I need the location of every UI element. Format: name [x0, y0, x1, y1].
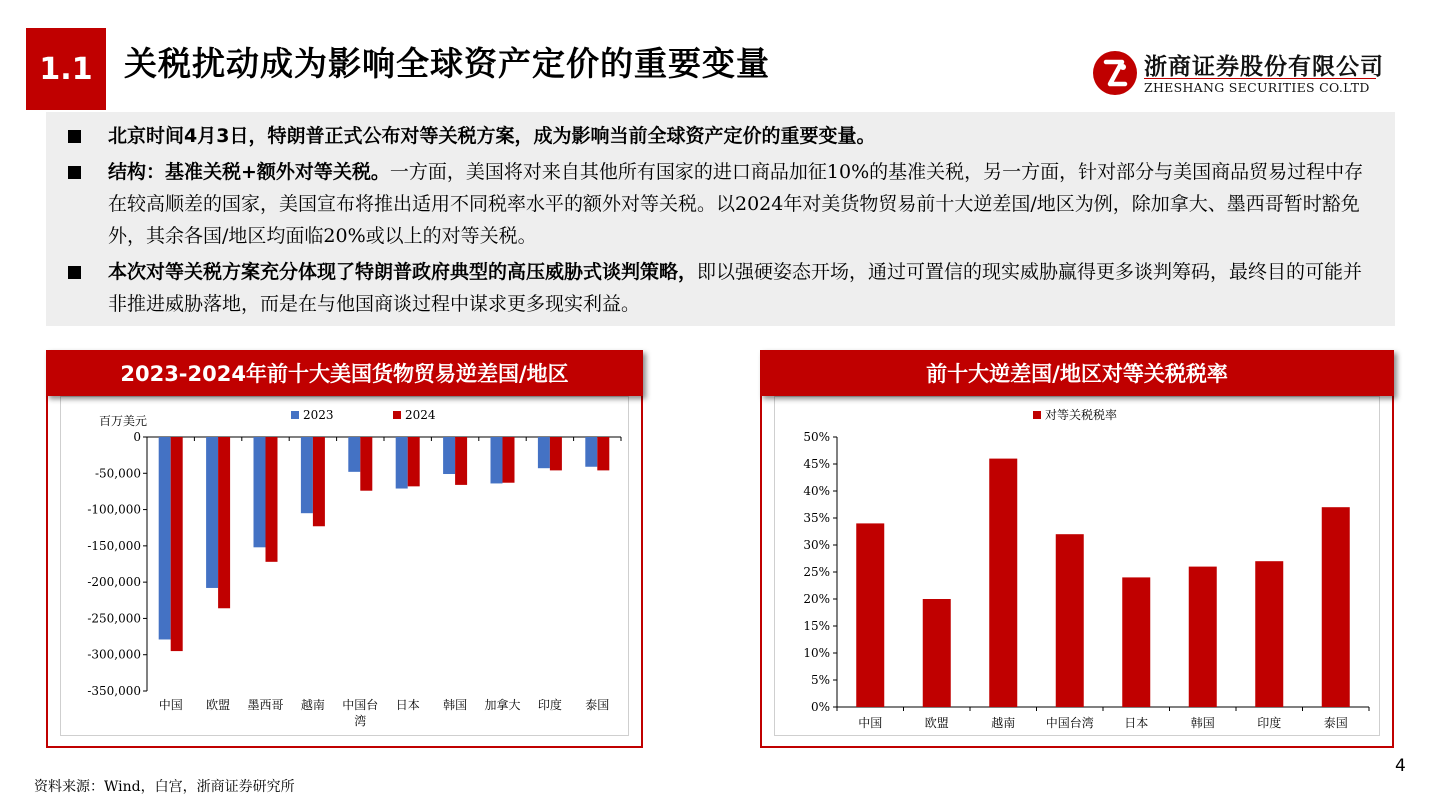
y-tick-label: 40%: [803, 484, 830, 498]
legend-swatch: [1033, 411, 1041, 419]
logo-company-name-en: ZHESHANG SECURITIES CO.LTD: [1144, 80, 1370, 95]
logo-divider: [1144, 78, 1376, 79]
page-title: 关税扰动成为影响全球资产定价的重要变量: [124, 44, 770, 83]
logo-company-name-cn: 浙商证券股份有限公司: [1144, 54, 1384, 80]
bar-tariff-rate: [1056, 534, 1084, 707]
bullet-item: [64, 256, 1377, 320]
bar-2024: [550, 437, 562, 470]
bar-2024: [597, 437, 609, 470]
bar-2023: [491, 437, 503, 483]
source-footnote: 资料来源：Wind，白宫，浙商证券研究所: [34, 779, 295, 795]
y-tick-label: 0%: [810, 700, 830, 714]
trade-deficit-chart: [61, 397, 628, 735]
tariff-rate-chart-panel: [760, 350, 1394, 748]
bullet-item: [64, 120, 1377, 152]
x-tick-label: 越南: [991, 716, 1016, 730]
bar-2024: [171, 437, 183, 651]
y-tick-label: 35%: [803, 511, 830, 525]
bar-2023: [301, 437, 313, 513]
legend-label: 对等关税税率: [1045, 408, 1118, 422]
x-tick-label: 印度: [1257, 716, 1282, 730]
x-tick-label: 湾: [354, 714, 367, 728]
y-tick-label: -150,000: [87, 538, 141, 553]
bullet-square-icon: [68, 130, 81, 143]
y-tick-label: 15%: [803, 619, 830, 633]
bar-tariff-rate: [1255, 561, 1283, 707]
bullet-square-icon: [68, 166, 81, 179]
y-tick-label: -200,000: [87, 575, 141, 590]
x-tick-label: 韩国: [443, 698, 468, 712]
x-tick-label: 加拿大: [484, 698, 521, 712]
x-tick-label: 中国: [858, 716, 883, 730]
x-tick-label: 越南: [300, 698, 325, 712]
bar-2023: [538, 437, 550, 468]
section-number: 1.1: [39, 51, 93, 87]
x-tick-label: 日本: [395, 698, 420, 712]
x-tick-label: 泰国: [1323, 716, 1348, 730]
bar-2023: [443, 437, 455, 474]
bar-2023: [206, 437, 218, 588]
y-tick-label: -300,000: [87, 647, 141, 662]
bar-2023: [585, 437, 597, 467]
y-tick-label: -100,000: [87, 502, 141, 517]
bar-2024: [503, 437, 515, 483]
bar-2023: [254, 437, 266, 547]
y-tick-label: -50,000: [94, 466, 141, 481]
page-number: 4: [1395, 756, 1406, 776]
y-tick-label: 10%: [803, 646, 830, 660]
bar-2024: [313, 437, 325, 526]
summary-bullets: [46, 112, 1395, 326]
y-tick-label: 0: [133, 430, 141, 444]
bar-tariff-rate: [923, 599, 951, 707]
bullet-bold-text: 结构：基准关税+额外对等关税。: [108, 161, 390, 183]
trade-deficit-chart-frame: [60, 396, 629, 736]
legend-swatch: [291, 411, 299, 419]
bar-tariff-rate: [1122, 577, 1150, 707]
y-tick-label: 45%: [803, 457, 830, 471]
bar-tariff-rate: [856, 523, 884, 707]
x-tick-label: 中国: [158, 698, 183, 712]
y-tick-label: 25%: [803, 565, 830, 579]
x-tick-label: 欧盟: [206, 698, 231, 712]
bullet-square-icon: [68, 266, 81, 279]
tariff-rate-chart-frame: [774, 396, 1380, 736]
company-logo: [1092, 48, 1382, 100]
x-tick-label: 日本: [1124, 716, 1149, 730]
bar-2023: [396, 437, 408, 489]
x-tick-label: 韩国: [1190, 716, 1215, 730]
x-tick-label: 欧盟: [924, 716, 949, 730]
x-tick-label: 中国台: [342, 698, 379, 712]
bar-2024: [266, 437, 278, 562]
tariff-rate-chart: [775, 397, 1379, 735]
bar-2024: [408, 437, 420, 486]
trade-deficit-chart-title: 2023-2024年前十大美国货物贸易逆差国/地区: [46, 350, 643, 396]
section-number-badge: [26, 28, 106, 110]
bullet-bold-text: 本次对等关税方案充分体现了特朗普政府典型的高压威胁式谈判策略，: [108, 261, 698, 283]
x-tick-label: 泰国: [585, 698, 610, 712]
company-logo-icon: [1092, 50, 1138, 96]
bullet-bold-text: 北京时间4月3日，特朗普正式公布对等关税方案，成为影响当前全球资产定价的重要变量。: [108, 125, 876, 147]
y-unit-label: 百万美元: [99, 414, 148, 428]
y-tick-label: 30%: [803, 538, 830, 552]
x-tick-label: 墨西哥: [247, 698, 284, 712]
bar-2024: [218, 437, 230, 608]
y-tick-label: -250,000: [87, 611, 141, 626]
y-tick-label: 20%: [803, 592, 830, 606]
tariff-rate-chart-title: 前十大逆差国/地区对等关税税率: [760, 350, 1394, 396]
bullet-item: [64, 156, 1377, 252]
legend-label: 2023: [303, 408, 334, 422]
trade-deficit-chart-panel: [46, 350, 643, 748]
x-tick-label: 中国台湾: [1045, 716, 1094, 730]
bar-tariff-rate: [1189, 567, 1217, 707]
bullet-text: 一方面，美国将对来自其他所有国家的进口商品加征10%的基准关税，另一方面，针对部分与美国商品贸易过程中存在较高顺差的国家，美国宣布将推出适用不同税率水平的额外对等关税。以2024年对美货物贸易前十大逆差国/地区为例，除加拿大、墨西哥暂时豁免外，其余各国/地区均面临20%或以上的对等关税。: [108, 161, 1364, 247]
bar-2023: [159, 437, 171, 639]
y-tick-label: -350,000: [87, 684, 141, 698]
legend-label: 2024: [405, 408, 436, 422]
bar-2024: [360, 437, 372, 491]
y-tick-label: 5%: [810, 673, 830, 687]
bar-2023: [348, 437, 360, 472]
y-tick-label: 50%: [803, 430, 830, 444]
bar-tariff-rate: [989, 459, 1017, 707]
x-tick-label: 印度: [537, 698, 562, 712]
legend-swatch: [393, 411, 401, 419]
bar-2024: [455, 437, 467, 485]
bullet-text: 即以强硬姿态开场，通过可置信的现实威胁赢得更多谈判筹码，最终目的可能并非推进威胁落地，而是在与他国商谈过程中谋求更多现实利益。: [108, 261, 1363, 315]
bar-tariff-rate: [1322, 507, 1350, 707]
